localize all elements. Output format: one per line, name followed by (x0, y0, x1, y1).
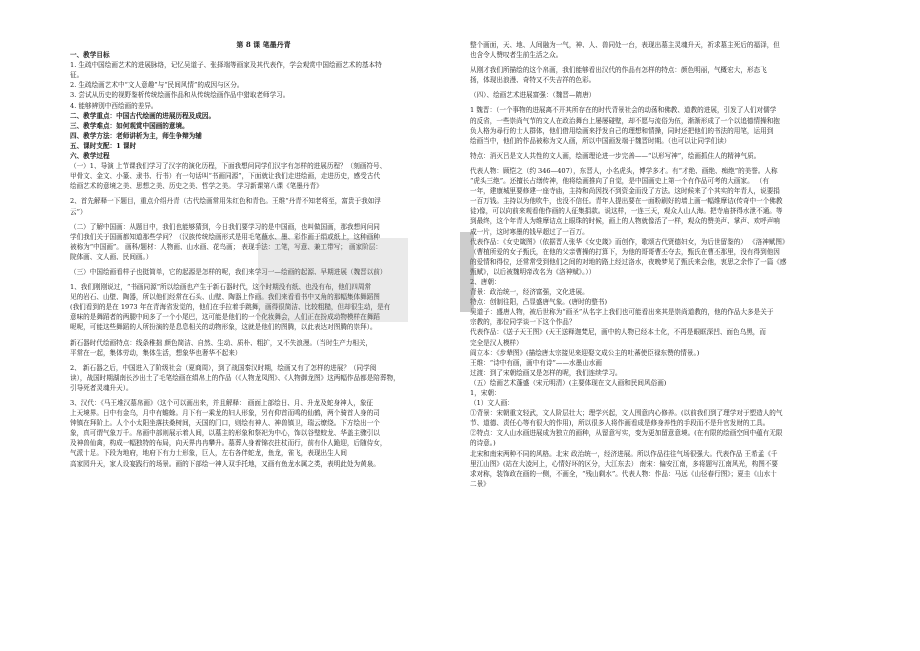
text-line: 上天境界。日中有金乌，月中有蟾蜍。月下有一乘龙的妇人形象，另有仰首而鸣的仙鹤，两个骑首人身的司 (70, 409, 380, 418)
text-line: 2. 生疏绘画艺术中“文人意趣”与“民间风情”的成因与区分。 (70, 81, 244, 90)
text-line: 甄赋》，以后被魏明帝改名为《洛神赋》。）） (470, 267, 596, 276)
text-line: 读），战国时期湖南长沙出土了毛笔绘画在绢帛上的作品（《人物龙凤图》、《人物御龙图》这两幅作品都是陪葬物， (70, 373, 400, 382)
scan-smudge (460, 232, 474, 312)
text-line: 完全是汉人模样） (470, 338, 523, 347)
text-line: 呢呢，可能这些舞蹈的人所扮演的是息息相关的动物形象，这就是他们的图腾，以此表达对图腾的崇拜）。 (70, 323, 377, 332)
text-line: 整个画面，天、地、人间融为一气，神、人、兽同处一台，表现出墓主灵魂升天，祈求墓主死后的福泽，但 (470, 41, 780, 49)
text-line: 1 魏晋：（一个事物的进展离不开其所存在的时代背景社会的动荡和佛教、道教的进展，引发了人们对儒学 (470, 106, 777, 115)
text-line: 3、汉代：《马王堆汉墓帛画》（这个可以画出来，并且解释： 画面上部绘日、月、升龙及蛇身神人，象征 (70, 399, 374, 407)
text-line: 节、道德、责任心等有很大的作用)，所以很多人将作画看成是修身养性的手段而不是升官发财的工具。 (470, 419, 770, 428)
lesson-title: 第 8 课 笔墨丹青 (236, 40, 291, 49)
text-line: 二景》 (470, 479, 490, 488)
text-line: 院体画、文人画、民间画。） (70, 252, 153, 261)
text-line: 新石器时代绘画特点：线条稚拙 颜色简洁、自然、生动、质朴、粗扩，又不失浪漫。（当时生产力相关， (70, 338, 373, 347)
text-line: （五）绘画艺术蓬盛（宋元明清）(主要体现在文人画和民间风俗画) (470, 378, 667, 387)
text-line: 气派十足。下段为地府，地府下有力士形象，巨人，左右各伴蛇龙，鱼龙，雀飞，表现出生人间 (70, 449, 347, 458)
text-line: 也含令人赞叹者生前生活之众。 (470, 51, 563, 60)
text-line: 2、 新石器之后，中国进入了阶级社会（夏商周），到了战国秦汉时期，绘画又有了怎样的进展？（同学阅 (70, 363, 377, 372)
text-line: 平常在一起，集体劳动，集体生活，想象华也奢华不起来） (70, 348, 242, 357)
text-line: 钟镇在拜阶上。人个小太阳坐落扶桑树间，天国的门口，则绘有神人、神兽镇卫，瑞云缭绕。下方绘出一个 (70, 419, 380, 428)
text-line: 过渡：到了宋朝绘画又是怎样的呢，我们连续学习。 (470, 368, 622, 377)
text-line: 王维：“诗中有画，画中有诗”——水墨山水画 (470, 358, 603, 367)
text-line: 学们我们关于国画都知道那些学问？（汉族传统绘画形式是用毛笔蘸水、墨、彩作画于绢或纸上，这种画种 (70, 232, 380, 241)
text-line: 绘画当中，他们的作品被称为文人画，所以中国画发端于魏晋时期。（也可以让同学们读） (470, 136, 731, 145)
text-line: 背景：政治统一，经济富强，文化进展。 (470, 288, 589, 297)
text-line: （二）了解中国画：从题目中，我们也能够猜到，今日我们要学习的是中国画，也叫做国画，那我想问问同 (70, 222, 380, 231)
text-line: 的诗意。) (470, 439, 496, 448)
text-line: 1. 生疏中国绘画艺术的进展脉络，记忆吴道子、张择端等画家及其代表作，学会观赏中国绘画艺术的基本特 (70, 61, 382, 70)
section-heading: 三、教学难点：如何观赏中国画的意境。 (70, 121, 189, 130)
text-line: 特点：创制往阳，凸显盛唐气象。(唐时的整书) (470, 298, 608, 307)
text-line: 一百万钱。主持以为他吹牛，也没不信任。青年人提出要在一面粉刷好的墙上画一幅维摩诘(传奇中一个佛教 (470, 197, 783, 206)
text-line: 1、我们刚刚说过，“书画同源”所以绘画也产生于新石器时代，这个时期没有纸、也没有布，他们四周常 (70, 283, 372, 292)
text-line: 成一片，这时寒墨的钱早超过了一百万。 (470, 227, 589, 236)
section-heading: 六、教学过程 (70, 152, 110, 161)
text-line: 北宋和南宋两种不同的风格。北宋 政治统一，经济进展。所以作品往往气场很强大。代表作品 王希孟《千 (470, 449, 778, 458)
text-line: （一）1、导演 上节课我们学习了汉字的演化历程，下面我想问同学们汉字有怎样的进展历程？（刻画符号、 (70, 162, 387, 171)
section-heading: 二、教学重点：中国古代绘画的进展历程及成因。 (70, 111, 216, 120)
text-line: 一年，建康城里要修建一座寺庙，主持和尚因找不到资金而没了方法。这时候来了个其实的年青人，说要捐 (470, 187, 780, 196)
text-line: 及神兽仙禽，构成一幅独特的布局，向天界冉冉攀升。墓葬人身着锦衣拄杖而行，前有仆人跪迎，后随侍女， (70, 439, 387, 448)
text-line: 绘画艺术的意境之美、思想之美、历史之美、哲学之美。 学习新课第八课《笔墨丹青》 (70, 182, 323, 191)
text-line: 从刚才我们所描绘的这个帛画，我们能够看出汉代的作品有怎样的特点：颜色明丽，气概宏大，形态飞 (470, 66, 767, 75)
text-line: ①背景：宋朝重文轻武，文人阶层壮大；理学兴起，文人围意内心修养。(以前我们到了理学对于塑造人的气 (470, 409, 783, 418)
text-line: 代表人物：顾恺之（约 346—407），东晋人，小名虎头，博学多才。有“才绝、画绝、痴绝”的美誉。人称 (470, 166, 778, 175)
text-line: 徒)像，可以向前来观看他作画的人征集捐款。说这样，一连三天，观众人山人海。把寺庙挤得水泄不通。等 (470, 207, 783, 216)
text-line: （1）文人画： (470, 399, 514, 408)
text-line: 云”） (70, 207, 87, 216)
text-line: (我们看到的是在 1973 年在青海省发觉的，他们在手拉着手跳舞，画得很简洁、比较粗糙，但却很生动，是有 (70, 303, 391, 312)
text-line: ②特点：文人山水画进展成为独立的画种，从留意写实，变为更加留意意境。(在有限的绘画空间中蕴有无限 (470, 429, 783, 438)
text-line: 征。 (70, 71, 84, 80)
text-line: （三）中国绘画看样子也挺简单，它的起源是怎样的呢，我们来学习一—绘画的起源、早期进展（魏晋以前） (70, 267, 387, 276)
scan-smudge (258, 238, 408, 322)
text-line: 宗教的，那位同学谈一下这个作品？ (470, 318, 576, 327)
text-line: 里江山图》(站在大凌河上，心情好坏的区分，大江东去） 南宋：偏安江南，多将题写江南风光，构图不要 (470, 459, 778, 468)
section-heading: 一、教学目标 (70, 51, 110, 60)
text-line: 2、唐朝： (470, 277, 501, 286)
text-line: （四）、绘画艺术进展富强：（魏晋—隋唐） (470, 91, 596, 100)
text-line: “虎头三绝”。还擅长占缮传神，他将绘画推向了自觉，是中国画史上第一个有作品可考的大画家。 （有 (470, 177, 769, 186)
text-line: 吴道子：盛唐人物，被后世称为“画圣”从名字上我们也可能看出来其是崇尚道教的，他的作品大多是关于 (470, 308, 774, 317)
text-line: 高家园升天，家人设宴践行的场景。画的下部绘一神人双手托地，又画有鱼龙水属之类，表明此处为黄泉。 (70, 459, 380, 468)
text-line: 象，真可谓气象万千。帛画中部则展示着人间，以墓主的形象和祭祀为中心，饰以谷璧蛟龙、华盖主骤引以 (70, 429, 380, 438)
text-line: 代表作品：《送子天王图》(天王送释迦梵尼，画中的人物已经本土化，不再是眼眶深凹、面色乌黑，而 (470, 328, 766, 337)
text-line: 引导死者灵魂升天）。 (70, 383, 133, 392)
text-line: 3. 尝试从历史的视野鉴析传统绘画作品和从传统绘画作品中猎取老师学习。 (70, 91, 290, 100)
text-line: 阎立本：《步辇图》(描绘唐太宗接见来迎娶文成公主的吐蕃使臣禄东赞的情景。) (470, 348, 700, 357)
text-line: 的爱情和得位，还常常受到他们之间的对地的路上经过洛水，夜晚梦见了甄氏来会他，衷思之余作了一篇《感 (470, 257, 787, 266)
text-line: 到最终，这个年青人为维摩诘点上眼珠的时候，画上的人物就像活了一样，观众的赞美声、掌声、欢呼声响 (470, 217, 780, 226)
text-line: 扬，体现出浪漫、奇特又不失吉祥的色彩。 (470, 76, 596, 85)
text-line: 求对称，装饰政在画的一侧，不画全，“残山剩水”。代表人物：作品：马远《山径春行图》；夏圭《山水十 (470, 469, 777, 478)
text-line: 意味的是舞蹈者的两腿中间多了一个小尾巴，这可能是他们的一个化妆舞会，人们正在扮成动物模样在舞蹈 (70, 313, 380, 322)
text-line: （曹植所爱的女子甄氏，在他的父亲曹操的打算下，为他的哥哥曹丕夺去，甄氏在曹丕那里，没有得到他因 (470, 247, 780, 256)
text-line: 4. 能够辨别中西绘画的差异。 (70, 101, 158, 110)
section-heading: 五、课时支配：1 课时 (70, 141, 137, 150)
text-line: 特点：消灭吕是文人共性的文人画，绘画理论进一步完善——“以形写神”，绘画抓住人的精神气质。 (470, 151, 761, 160)
text-line: 负人格为尋行的士人群体，他们借用绘画来抒发自己的理想和情操，同时还把他们的书法的用笔，运用到 (470, 126, 774, 135)
text-line: 1，宋朝： (470, 389, 501, 397)
text-line: 甲骨文、金文、小篆、隶书、行书）有一句话叫“书画同源”，下面就让我们走进绘画，走进历史，感受古代 (70, 172, 381, 181)
text-line: 代表作品：《女史箴图》（依据晋人张华《女史箴》而创作，歌颂古代贤德妇女，为后世留鉴的） 《洛神赋图》 (470, 237, 789, 246)
text-line: 见的岩石、山壁、陶器，所以他们经常在石头、山壁、陶器上作画。我们来看看书中又角的那幅集体舞蹈图 (70, 293, 380, 302)
text-line: 被称为“中国画”。 画科/题材：人物画、山水画、花鸟画； 表现手法：工笔，写意、兼工带写； 画家阶层： (70, 242, 382, 251)
section-heading: 四、教学方法：老师讲析为主，师生争辩为辅 (70, 131, 202, 140)
right-column (470, 40, 858, 489)
text-line: 的反省，一些崇尚气节的文人在政治舞台上屡屡碰壁，却不愿与流俗为伍，渐渐形成了一个以追德情操和抱 (470, 116, 780, 125)
text-line: 2、首先解释一下题目，重点介绍丹青（古代绘画常用朱红色和青色。王维“丹青不知老将至，富贵于我如浮 (70, 197, 381, 206)
